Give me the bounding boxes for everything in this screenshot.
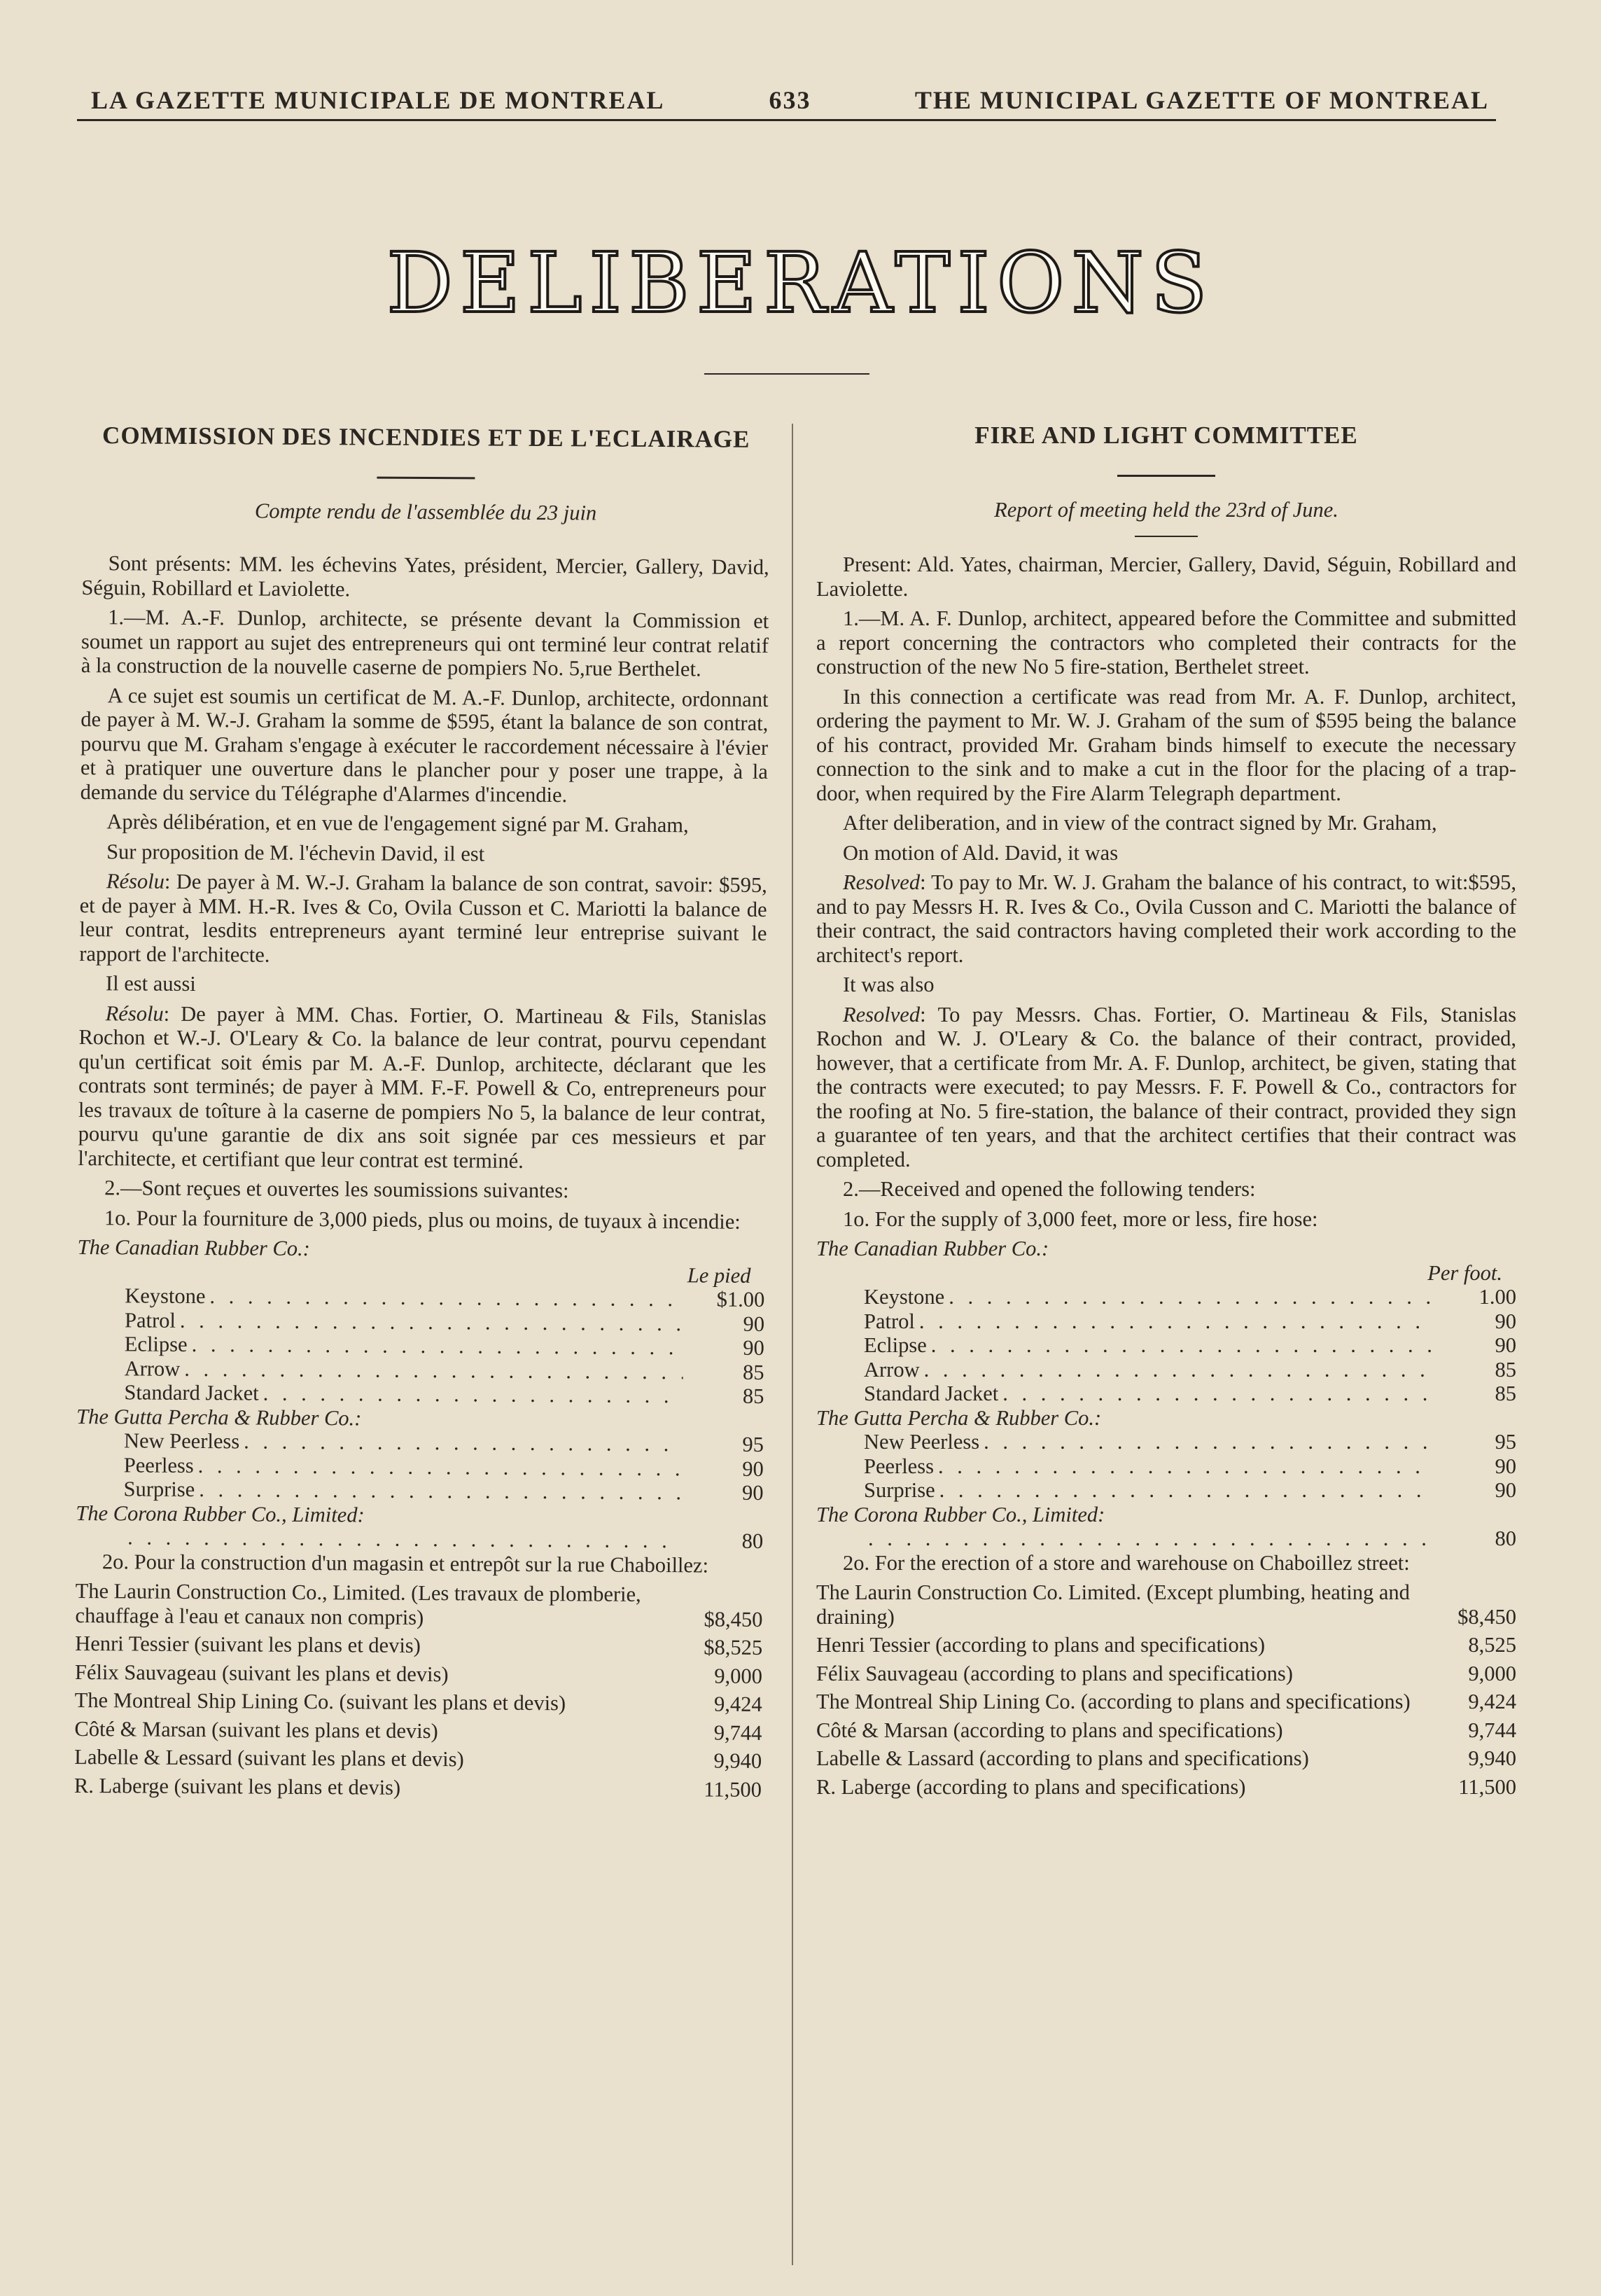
- price-row: Keystone . . . $1.00: [125, 1283, 764, 1311]
- paragraph: 2.—Sont reçues et ouvertes les soumissions suivantes:: [104, 1176, 569, 1203]
- tender-list: [74, 1579, 763, 1802]
- company-name: The Canadian Rubber Co.:: [77, 1234, 310, 1261]
- company-name: The Corona Rubber Co., Limited:: [816, 1502, 1105, 1526]
- tender-row: R. Laberge (suivant les plans et devis) 11,500: [74, 1773, 762, 1802]
- price-row: Peerless . . . 90: [124, 1453, 764, 1481]
- price-row: New Peerless . . . 95: [864, 1430, 1516, 1454]
- running-header: [91, 85, 1489, 127]
- paragraph: Il est aussi: [105, 971, 196, 996]
- paragraph: 2.—Received and opened the following tenders:: [843, 1177, 1256, 1201]
- resolution-label: Résolu: [105, 1001, 164, 1026]
- tender-list: [816, 1580, 1516, 1799]
- french-column: [74, 410, 770, 1806]
- tender-row: The Laurin Construction Co., Limited. (Les travaux de plomberie, chauffage à l'eau et canaux non compris) $8,450: [75, 1578, 763, 1631]
- paragraph: It was also: [843, 973, 935, 996]
- tender-row: Côté & Marsan (according to plans and specifications) 9,744: [816, 1718, 1516, 1742]
- price-row: Peerless . . . 90: [864, 1454, 1516, 1479]
- price-row: Eclipse . . . 90: [125, 1332, 764, 1360]
- unit-header: Le pied: [687, 1262, 751, 1288]
- price-row: . . . 80: [123, 1525, 763, 1553]
- paragraph: Sont présents: MM. les échevins Yates, président, Mercier, Gallery, David, Séguin, Robillard et Laviolette.: [81, 551, 769, 601]
- company-name: The Canadian Rubber Co.:: [816, 1237, 1049, 1260]
- english-subtitle: Report of meeting held the 23rd of June.: [994, 497, 1338, 522]
- paragraph: Sur proposition de M. l'échevin David, il est: [106, 839, 485, 866]
- paragraph: In this connection a certificate was read from Mr. A. F. Dunlop, architect, ordering the payment to Mr. W. J. Graham of the sum of $595 being the balance of his contract, provided Mr. Graham binds himself to execute the necessary connection to the sink and to make a cut in the floor for the placing of a trap-door, when required by the Fire Alarm Telegraph department.: [816, 684, 1516, 805]
- paragraph: 2o. Pour la construction d'un magasin et entrepôt sur la rue Chaboillez:: [102, 1549, 709, 1577]
- company-name: The Gutta Percha & Rubber Co.:: [76, 1404, 362, 1430]
- price-row: Arrow . . . 85: [864, 1358, 1516, 1382]
- tender-row: Henri Tessier (suivant les plans et devis) $8,525: [75, 1631, 763, 1660]
- price-row: Patrol . . . 90: [864, 1309, 1516, 1334]
- column-divider: [792, 424, 793, 2265]
- company-name: The Corona Rubber Co., Limited:: [76, 1501, 365, 1526]
- french-section-heading: COMMISSION DES INCENDIES ET DE L'ECLAIRAGE: [102, 422, 750, 453]
- tender-row: The Montreal Ship Lining Co. (suivant les plans et devis) 9,424: [74, 1688, 762, 1716]
- tender-row: Côté & Marsan (suivant les plans et devis) 9,744: [74, 1716, 762, 1745]
- price-row: Standard Jacket . . . 85: [864, 1382, 1516, 1406]
- english-section-heading: FIRE AND LIGHT COMMITTEE: [974, 422, 1358, 449]
- resolution-paragraph: [79, 869, 767, 970]
- section-rule: [1117, 475, 1215, 477]
- tender-row: Félix Sauvageau (according to plans and specifications) 9,000: [816, 1661, 1516, 1685]
- resolution-text: : De payer à M. W.-J. Graham la balance de son contrat, savoir: $595, et de payer à MM. H.-R. Ives & Co, Ovila Cusson et C. Mariotti la balance de leur contrat, lesdits entrepreneurs ayant terminé leur entreprise suivant le rapport de l'architecte.: [79, 869, 767, 967]
- paragraph: Après délibération, et en vue de l'engagement signé par M. Graham,: [106, 809, 689, 837]
- paragraph: On motion of Ald. David, it was: [843, 840, 1119, 865]
- paragraph: Present: Ald. Yates, chairman, Mercier, Gallery, David, Séguin, Robillard and Laviolette.: [816, 552, 1516, 601]
- price-row: . . . 80: [864, 1526, 1516, 1551]
- price-row: Eclipse . . . 90: [864, 1333, 1516, 1358]
- resolution-label: Resolved: [843, 1002, 921, 1027]
- tender-row: Labelle & Lassard (according to plans and specifications) 9,940: [816, 1746, 1516, 1770]
- page-title: DELIBERATIONS: [386, 235, 1215, 331]
- paragraph: 1o. For the supply of 3,000 feet, more or less, fire hose:: [843, 1206, 1318, 1231]
- paragraph: A ce sujet est soumis un certificat de M. A.-F. Dunlop, architecte, ordonnant de payer à M. W.-J. Graham la somme de $595, étant la balance de son contrat, pourvu que M. Graham s'engage à exécuter le raccordement nécessaire à l'évier et à pratiquer une ouverture dans le plancher pour y poser une trappe, à la demande du service du Télégraphe d'Alarmes d'incendie.: [80, 683, 769, 807]
- resolution-paragraph: [78, 1001, 766, 1174]
- unit-header: Per foot.: [1427, 1260, 1502, 1285]
- paragraph: 1o. Pour la fourniture de 3,000 pieds, plus ou moins, de tuyaux à incendie:: [104, 1205, 741, 1234]
- resolution-text: : To pay to Mr. W. J. Graham the balance of his contract, to wit:$595, and to pay Messrs H. R. Ives & Co., Ovila Cusson and C. Mariotti the balance of their contract, the said contractors having completed their work according to the architect's report.: [816, 870, 1516, 967]
- price-list: [816, 1430, 1516, 1503]
- resolution-label: Resolved: [843, 870, 921, 894]
- price-row: Arrow . . . 85: [125, 1356, 764, 1384]
- price-row: Surprise . . . 90: [864, 1478, 1516, 1503]
- tender-row: R. Laberge (according to plans and specifications) 11,500: [816, 1774, 1516, 1799]
- section-rule: [377, 476, 475, 479]
- tender-row: The Montreal Ship Lining Co. (according to plans and specifications) 9,424: [816, 1690, 1516, 1713]
- page-number: 633: [769, 86, 811, 114]
- price-list: [816, 1526, 1516, 1551]
- price-row: New Peerless . . . 95: [124, 1428, 764, 1456]
- header-left-title: LA GAZETTE MUNICIPALE DE MONTREAL: [91, 86, 665, 114]
- price-row: Keystone . . . 1.00: [864, 1285, 1516, 1309]
- company-name: The Gutta Percha & Rubber Co.:: [816, 1405, 1102, 1430]
- paragraph: 2o. For the erection of a store and warehouse on Chaboillez street:: [843, 1550, 1410, 1575]
- price-row: Patrol . . . 90: [125, 1308, 764, 1336]
- resolution-text: : De payer à MM. Chas. Fortier, O. Martineau & Fils, Stanislas Rochon et W.-J. O'Leary & Co. la balance de leur contrat, pourvu cependant qu'un certificat soit émis par M. A.-F. Dunlop, architecte, déclarant que les contrats sont terminés; de payer à MM. F.-F. Powell & Co, entrepreneurs pour les travaux de toîture à la caserne de pompiers No 5, la balance de leur contrat, pourvu qu'une garantie de dix ans soit signée par ces messieurs et par l'architecte, et certifiant que leur contrat est terminé.: [78, 1001, 767, 1173]
- tender-row: Félix Sauvageau (suivant les plans et devis) 9,000: [74, 1660, 763, 1688]
- resolution-text: : To pay Messrs. Chas. Fortier, O. Martineau & Fils, Stanislas Rochon and W. J. O'Leary & Co. the balance of their contract, provided, however, that a certificate from Mr. A. F. Dunlop, architect, be given, stating that the contracts were executed; to pay Messrs. F. F. Powell & Co., contractors for the roofing at No. 5 fire-station, the balance of their contract, provided they sign a guarantee of ten years, and that the architect certifies that their contract was completed.: [816, 1002, 1516, 1171]
- price-list: [76, 1428, 764, 1505]
- price-list: [76, 1283, 764, 1408]
- price-list: [76, 1525, 763, 1553]
- resolution-paragraph: [816, 1003, 1516, 1172]
- header-right-title: THE MUNICIPAL GAZETTE OF MONTREAL: [914, 86, 1489, 114]
- french-subtitle: Compte rendu de l'assemblée du 23 juin: [254, 499, 597, 524]
- tender-row: Labelle & Lessard (suivant les plans et devis) 9,940: [74, 1744, 762, 1773]
- paragraph: After deliberation, and in view of the contract signed by Mr. Graham,: [843, 811, 1437, 835]
- title-rule: [704, 373, 869, 375]
- resolution-label: Résolu: [106, 869, 165, 893]
- price-list: [816, 1285, 1516, 1406]
- english-column: [816, 410, 1516, 1803]
- resolution-paragraph: [816, 870, 1516, 967]
- tender-row: Henri Tessier (according to plans and specifications) 8,525: [816, 1633, 1516, 1657]
- subtitle-rule: [1135, 536, 1198, 537]
- price-row: Standard Jacket . . . 85: [124, 1380, 764, 1408]
- price-row: Surprise . . . 90: [123, 1477, 763, 1505]
- paragraph: 1.—M. A.-F. Dunlop, architecte, se présente devant la Commission et soumet un rapport au sujet des entrepreneurs qui ont terminé leur contrat relatif à la construction de la nouvelle caserne de pompiers No. 5,rue Berthelet.: [81, 605, 769, 681]
- tender-row: The Laurin Construction Co. Limited. (Except plumbing, heating and draining) $8,450: [816, 1580, 1516, 1629]
- paragraph: 1.—M. A. F. Dunlop, architect, appeared before the Committee and submitted a report concerning the contractors who completed their contracts for the construction of the new No 5 fire-station, Berthelet street.: [816, 606, 1516, 679]
- header-rule: [77, 119, 1496, 121]
